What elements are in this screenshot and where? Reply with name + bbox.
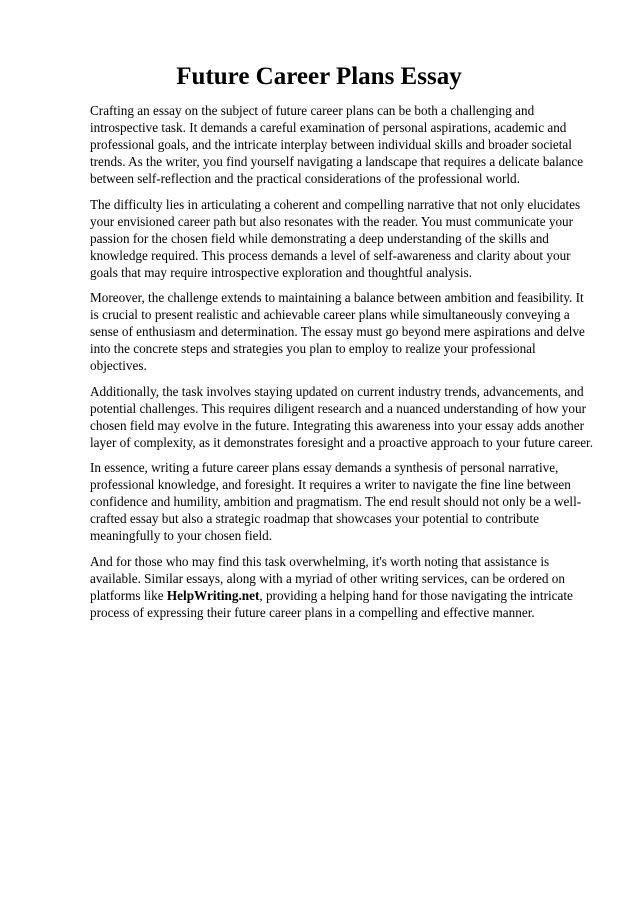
paragraph-3: Moreover, the challenge extends to maintaining a balance between ambition and feasibility. It is crucial to present realistic and achievable career plans while simultaneously conveying a sense of enthusiasm and determination. The essay must go beyond mere aspirations and delve into the concrete steps and strategies you plan to employ to realize your professional objectives. <box>90 290 585 373</box>
document-body <box>90 102 594 629</box>
paragraph-2: The difficulty lies in articulating a coherent and compelling narrative that not only elucidates your envisioned career path but also resonates with the reader. You must communicate your passion for the chosen field while demonstrating a deep understanding of the skills and knowledge required. This process demands a level of self-awareness and clarity about your goals that may require introspective exploration and thoughtful analysis. <box>90 196 581 280</box>
paragraph-6 <box>90 553 594 621</box>
paragraph-4: Additionally, the task involves staying updated on current industry trends, advancements, and potential challenges. This requires diligent research and a nuanced understanding of how your chosen field may evolve in the future. Integrating this awareness into your essay adds another layer of complexity, as it demonstrates foresight and a proactive approach to your future career. <box>90 383 594 450</box>
paragraph-5: In essence, writing a future career plans essay demands a synthesis of personal narrative, professional knowledge, and foresight. It requires a writer to navigate the fine line between confidence and humility, ambition and pragmatism. The end result should not only be a well-crafted essay but also a strategic roadmap that showcases your potential to contribute meaningfully to your chosen field. <box>90 460 582 543</box>
document-title: Future Career Plans Essay <box>176 63 462 90</box>
paragraph-6-text-after: , providing a helping hand for those navigating the intricate process of expressing their future career plans in a compelling and effective manner. <box>90 587 573 620</box>
paragraph-6-text-before: And for those who may find this task overwhelming, it's worth noting that assistance is available. Similar essays, along with a myriad of other writing services, can be ordered on platforms like <box>90 553 565 603</box>
paragraph-1: Crafting an essay on the subject of future career plans can be both a challenging and introspective task. It demands a careful examination of personal aspirations, academic and professional goals, and the intricate interplay between individual skills and broader societal trends. As the writer, you find yourself navigating a landscape that requires a delicate balance between self-reflection and the practical considerations of the professional world. <box>90 103 584 186</box>
helpwriting-link[interactable]: HelpWriting.net <box>166 587 260 603</box>
